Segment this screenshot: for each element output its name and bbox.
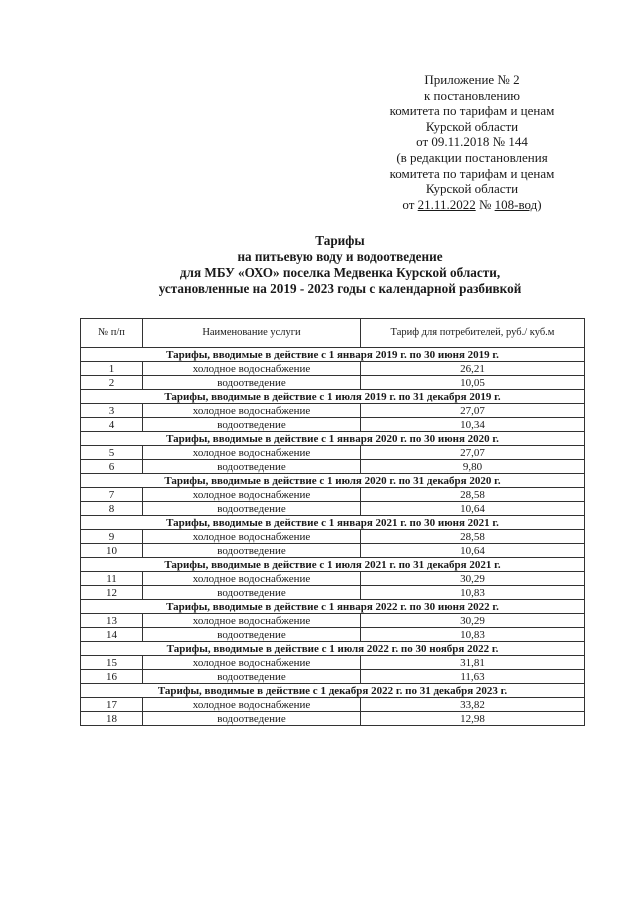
period-section-row [81,600,585,614]
period-section-row [81,390,585,404]
row-number: 14 [81,628,143,642]
period-section-row [81,642,585,656]
period-title: Тарифы, вводимые в действие с 1 января 2022 г. по 30 июня 2022 г. [81,600,585,614]
appendix-line: к постановлению [423,87,521,103]
title-line: на питьевую воду и водоотведение [237,249,443,264]
period-title: Тарифы, вводимые в действие с 1 января 2020 г. по 30 июня 2020 г. [81,432,585,446]
appendix-amendment-line [372,197,572,213]
table-row [81,460,585,474]
title-line: для МБУ «ОХО» поселка Медвенка Курской области, [179,265,501,280]
appendix-line: комитета по тарифам и ценам [389,103,555,119]
period-section-row [81,684,585,698]
service-name: холодное водоснабжение [143,404,361,418]
tariff-value: 31,81 [361,656,585,670]
appendix-line: комитета по тарифам и ценам [389,165,555,181]
tariff-value: 11,63 [361,670,585,684]
table-row [81,656,585,670]
table-row [81,670,585,684]
header-tariff: Тариф для потребителей, руб./ куб.м [361,319,585,348]
service-name: холодное водоснабжение [143,446,361,460]
amendment-suffix: ) [537,196,542,212]
row-number: 12 [81,586,143,600]
period-title: Тарифы, вводимые в действие с 1 июля 2022 г. по 30 ноября 2022 г. [81,642,585,656]
row-number: 3 [81,404,143,418]
tariff-value: 33,82 [361,698,585,712]
service-name: холодное водоснабжение [143,530,361,544]
row-number: 8 [81,502,143,516]
document-title [60,233,620,297]
row-number: 6 [81,460,143,474]
tariff-value: 9,80 [361,460,585,474]
appendix-header [372,72,572,212]
tariff-value: 10,83 [361,586,585,600]
service-name: холодное водоснабжение [143,362,361,376]
amendment-number: 108-вод [494,196,538,212]
service-name: водоотведение [143,502,361,516]
tariff-value: 12,98 [361,712,585,726]
tariff-value: 28,58 [361,488,585,502]
table-row [81,404,585,418]
service-name: водоотведение [143,586,361,600]
row-number: 4 [81,418,143,432]
period-section-row [81,474,585,488]
table-row [81,712,585,726]
tariff-table-body [81,348,585,726]
appendix-line: (в редакции постановления [396,149,548,165]
amendment-prefix: от [402,196,418,212]
table-row [81,530,585,544]
tariff-value: 27,07 [361,446,585,460]
amendment-number-sign: № [475,196,495,212]
period-title: Тарифы, вводимые в действие с 1 июля 2019 г. по 31 декабря 2019 г. [81,390,585,404]
row-number: 7 [81,488,143,502]
tariff-value: 10,64 [361,502,585,516]
table-row [81,376,585,390]
table-row [81,502,585,516]
title-line: Тарифы [315,233,365,248]
row-number: 2 [81,376,143,390]
period-title: Тарифы, вводимые в действие с 1 января 2019 г. по 30 июня 2019 г. [81,348,585,362]
row-number: 18 [81,712,143,726]
row-number: 9 [81,530,143,544]
table-row [81,488,585,502]
table-row [81,446,585,460]
tariff-value: 10,05 [361,376,585,390]
period-title: Тарифы, вводимые в действие с 1 января 2021 г. по 30 июня 2021 г. [81,516,585,530]
service-name: холодное водоснабжение [143,698,361,712]
table-row [81,628,585,642]
tariff-value: 27,07 [361,404,585,418]
tariff-value: 30,29 [361,614,585,628]
title-line: установленные на 2019 - 2023 годы с календарной разбивкой [158,281,522,296]
appendix-line: Курской области [425,118,519,134]
period-section-row [81,348,585,362]
period-section-row [81,432,585,446]
header-service-name: Наименование услуги [143,319,361,348]
service-name: водоотведение [143,460,361,474]
tariff-value: 10,64 [361,544,585,558]
service-name: холодное водоснабжение [143,488,361,502]
row-number: 17 [81,698,143,712]
table-row [81,544,585,558]
tariff-value: 10,83 [361,628,585,642]
row-number: 11 [81,572,143,586]
service-name: водоотведение [143,628,361,642]
period-section-row [81,516,585,530]
table-row [81,362,585,376]
appendix-line: от 09.11.2018 № 144 [416,134,528,150]
table-row [81,586,585,600]
tariff-value: 10,34 [361,418,585,432]
service-name: водоотведение [143,670,361,684]
table-row [81,614,585,628]
header-number: № п/п [81,319,143,348]
tariff-value: 30,29 [361,572,585,586]
amendment-date: 21.11.2022 [417,196,476,212]
service-name: холодное водоснабжение [143,656,361,670]
service-name: водоотведение [143,418,361,432]
service-name: водоотведение [143,544,361,558]
tariff-table [80,318,585,726]
period-section-row [81,558,585,572]
period-title: Тарифы, вводимые в действие с 1 июля 2021 г. по 31 декабря 2021 г. [81,558,585,572]
row-number: 16 [81,670,143,684]
table-row [81,572,585,586]
row-number: 5 [81,446,143,460]
service-name: холодное водоснабжение [143,614,361,628]
row-number: 13 [81,614,143,628]
service-name: водоотведение [143,712,361,726]
row-number: 10 [81,544,143,558]
tariff-value: 26,21 [361,362,585,376]
period-title: Тарифы, вводимые в действие с 1 июля 2020 г. по 31 декабря 2020 г. [81,474,585,488]
row-number: 1 [81,362,143,376]
table-row [81,418,585,432]
service-name: водоотведение [143,376,361,390]
table-row [81,698,585,712]
tariff-value: 28,58 [361,530,585,544]
service-name: холодное водоснабжение [143,572,361,586]
row-number: 15 [81,656,143,670]
appendix-line: Курской области [425,181,519,197]
period-title: Тарифы, вводимые в действие с 1 декабря 2022 г. по 31 декабря 2023 г. [81,684,585,698]
appendix-line: Приложение № 2 [424,72,520,87]
